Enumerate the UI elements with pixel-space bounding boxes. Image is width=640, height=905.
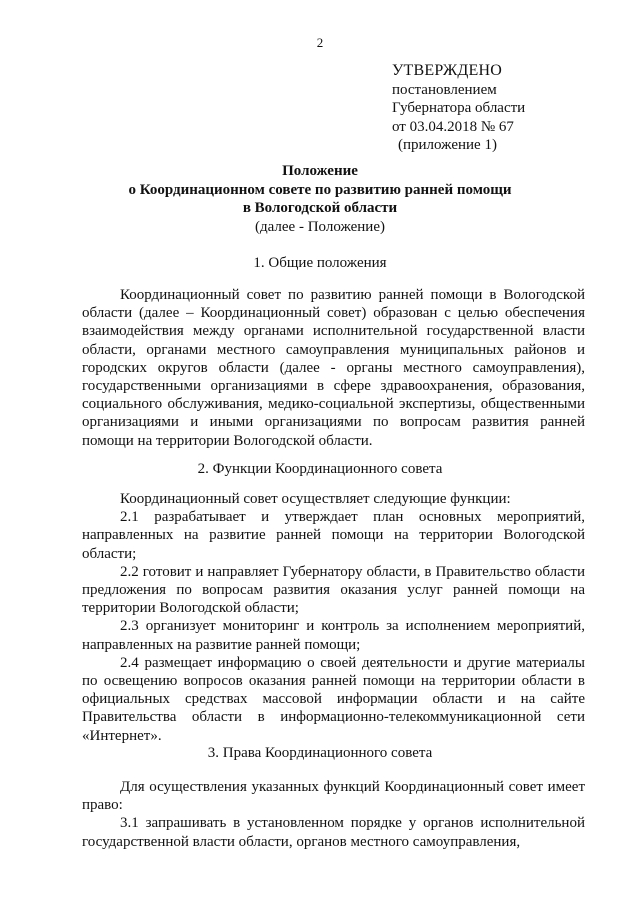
approval-line: Губернатора области [392,100,526,116]
section-heading-2: 2. Функции Координационного совета [197,461,443,477]
title-line: (далее - Положение) [255,218,385,235]
page-number: 2 [316,35,324,50]
paragraph: Координационный совет осуществляет следующие функции: [120,491,511,507]
title-line: Положение [282,163,358,179]
title-line: в Вологодской области [242,200,398,216]
approval-stamp [392,62,632,155]
section-heading-1: 1. Общие положения [253,255,387,271]
approval-line: от 03.04.2018 № 67 [392,118,514,135]
paragraph: Координационный совет по развитию ранней помощи в Вологодской области (далее – Координационный совет) образован с целью обеспечения взаимодействия между органами исполнительной государственной власти области, органами местного самоуправления муниципальных районов и городских округов области (далее - органы местного самоуправления), государственными организациями в сфере здравоохранения, образования, социального обслуживания, медико-социальной экспертизы, общественными организациями и иными организациями по вопросам развития ранней помощи на территории Вологодской области. [82,287,585,449]
paragraph: 2.4 размещает информацию о своей деятельности и другие материалы по освещению вопросов оказания ранней помощи на территории области в официальных средствах массовой информации области и на сайте Правительства области в информационно-телекоммуникационной сети «Интернет». [82,654,585,744]
paragraph: Для осуществления указанных функций Координационный совет имеет право: [82,779,585,814]
document-title [0,162,640,236]
section-1-body [82,286,585,450]
paragraph: 3.1 запрашивать в установленном порядке у органов исполнительной государственной власти области, органов местного самоуправления, [82,815,585,850]
paragraph: 2.2 готовит и направляет Губернатору области, в Правительство области предложения по вопросам развития оказания услуг ранней помощи на территории Вологодской области; [82,563,585,617]
title-line: о Координационном совете по развитию ранней помощи [128,181,512,198]
section-3-body [82,778,585,851]
approval-line: (приложение 1) [398,137,497,153]
section-heading-3: 3. Права Координационного совета [207,745,433,761]
approval-title: УТВЕРЖДЕНО [392,62,503,79]
paragraph: 2.1 разрабатывает и утверждает план основных мероприятий, направленных на развитие ранней помощи на территории Вологодской области; [82,509,585,562]
section-2-body [82,490,585,745]
paragraph: 2.3 организует мониторинг и контроль за исполнением мероприятий, направленных на развитие ранней помощи; [82,618,585,653]
approval-line: постановлением [392,81,497,98]
